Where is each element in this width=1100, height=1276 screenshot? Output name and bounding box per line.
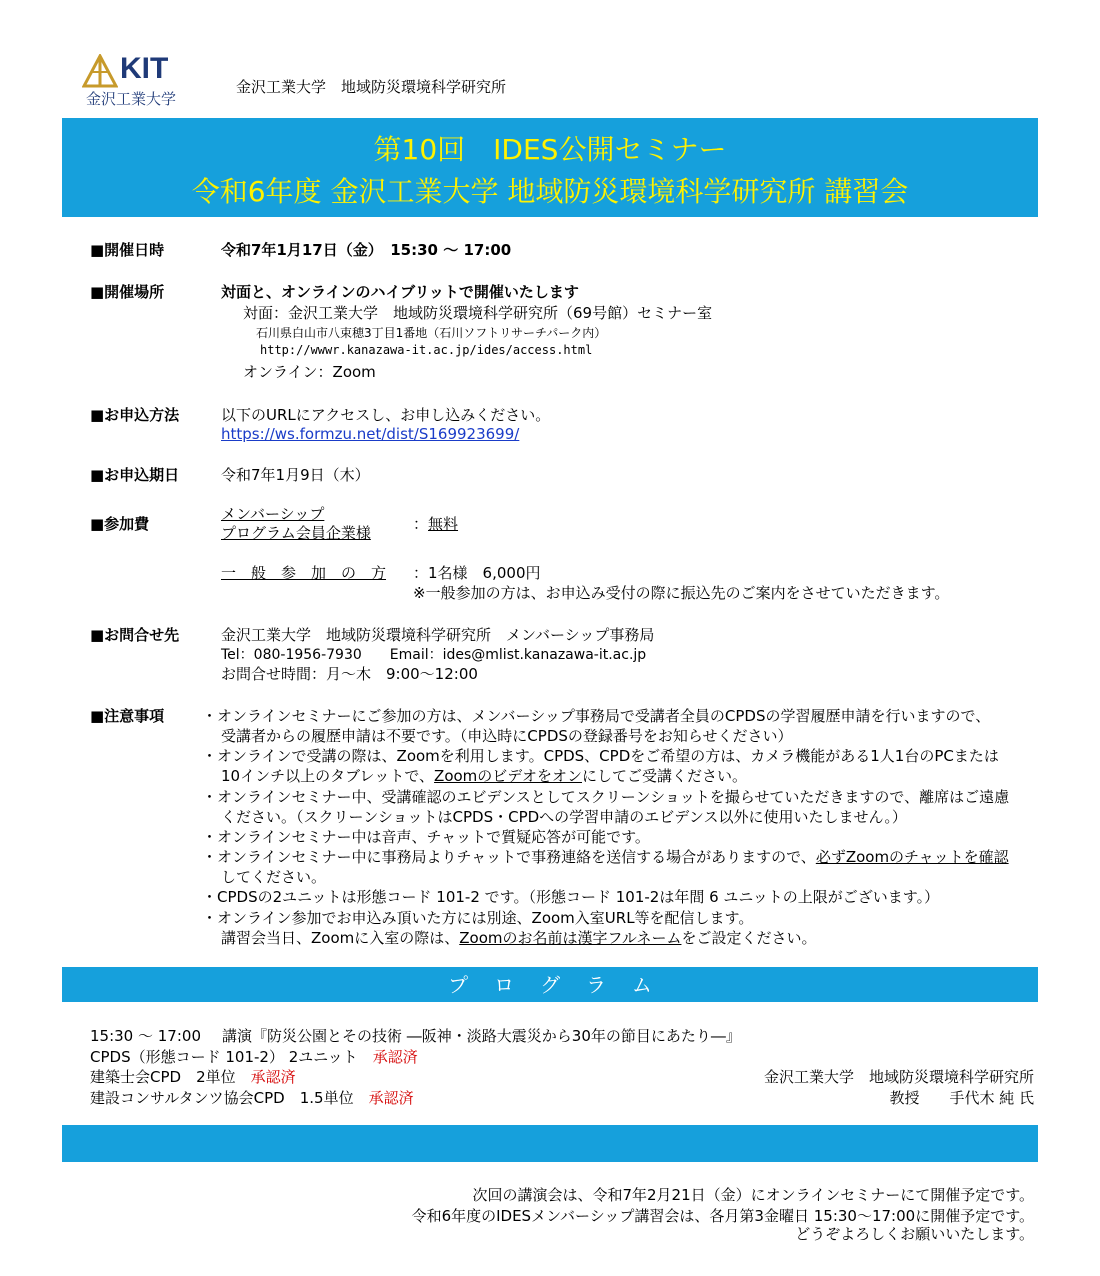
- footer-line1: 次回の講演会は、令和7年2月21日（金）にオンラインセミナーにて開催予定です。: [472, 1186, 1034, 1204]
- deadline-label: ■お申込期日: [90, 466, 180, 484]
- note-4: ・オンラインセミナー中は音声、チャットで質疑応答が可能です。: [202, 828, 650, 846]
- logo-subtext: 金沢工業大学: [86, 90, 177, 108]
- note-3b: ください。（スクリーンショットはCPDS・CPDへの学習申請のエビデンス以外に使用いたしません。）: [221, 808, 907, 826]
- program-lecture: 講演『防災公園とその技術 ―阪神・淡路大震災から30年の節目にあたり―』: [222, 1027, 741, 1045]
- footer-band: [62, 1125, 1038, 1162]
- speaker-name: 教授 手代木 純 氏: [889, 1089, 1034, 1107]
- fee-member-value: ：無料: [413, 515, 459, 533]
- deadline-value: 令和7年1月9日（木）: [221, 466, 370, 484]
- note-1a: ・オンラインセミナーにご参加の方は、メンバーシップ事務局で受講者全員のCPDSの学習履歴申請を行いますので、: [202, 707, 991, 725]
- note-5a: ・オンラインセミナー中に事務局よりチャットで事務連絡を送信する場合がありますので、必ずZoomのチャットを確認: [202, 848, 1009, 866]
- notes-label: ■注意事項: [90, 707, 165, 725]
- note-1b: 受講者からの履歴申請は不要です。（申込時にCPDSの登録番号をお知らせください）: [221, 727, 793, 745]
- apply-url-link[interactable]: https://ws.formzu.net/dist/S169923699/: [221, 425, 520, 443]
- footer-line2: 令和6年度のIDESメンバーシップ講習会は、各月第3金曜日 15:30～17:00に開催予定です。: [411, 1207, 1034, 1225]
- venue-access-url[interactable]: http://wwwr.kanazawa-it.ac.jp/ides/access.html: [260, 343, 593, 357]
- fee-general-label: 一 般 参 加 の 方: [221, 564, 387, 582]
- venue-label: ■開催場所: [90, 283, 165, 301]
- title-line2: 令和6年度 金沢工業大学 地域防災環境科学研究所 講習会: [191, 175, 909, 208]
- fee-label: ■参加費: [90, 515, 150, 533]
- apply-text: 以下のURLにアクセスし、お申し込みください。: [221, 406, 551, 424]
- fee-member-line2: プログラム会員企業様: [221, 524, 371, 542]
- note-2a: ・オンラインで受講の際は、Zoomを利用します。CPDS、CPDをご希望の方は、カメラ機能がある1人1台のPCまたは: [202, 747, 999, 765]
- kit-logo: [82, 50, 200, 112]
- note-2b: 10インチ以上のタブレットで、Zoomのビデオをオンにしてご受講ください。: [221, 767, 748, 785]
- venue-online: オンライン：Zoom: [243, 363, 376, 381]
- contact-label: ■お問合せ先: [90, 626, 180, 644]
- speaker-org: 金沢工業大学 地域防災環境科学研究所: [763, 1068, 1034, 1086]
- fee-general-value: ：1名様 6,000円: [413, 564, 541, 582]
- fee-member-line1: メンバーシップ: [221, 505, 325, 523]
- title-line1: 第10回 IDES公開セミナー: [373, 133, 727, 166]
- program-time: 15:30 ～ 17:00: [90, 1027, 201, 1045]
- program-heading: プログラム: [448, 973, 678, 997]
- logo-text: KIT: [120, 52, 169, 85]
- note-7a: ・オンライン参加でお申込み頂いた方には別途、Zoom入室URL等を配信します。: [202, 909, 754, 927]
- note-5b: してください。: [221, 868, 327, 886]
- apply-label: ■お申込方法: [90, 406, 180, 424]
- venue-address: 石川県白山市八束穂3丁目1番地（石川ソフトリサーチパーク内）: [256, 326, 607, 340]
- venue-line2: 対面：金沢工業大学 地域防災環境科学研究所（69号館）セミナー室: [243, 304, 713, 322]
- header-org: 金沢工業大学 地域防災環境科学研究所: [236, 78, 507, 96]
- program-consult: 建設コンサルタンツ協会CPD 1.5単位 承認済: [90, 1089, 414, 1107]
- program-cpds: CPDS（形態コード 101-2） 2ユニット 承認済: [90, 1048, 418, 1066]
- contact-line1: 金沢工業大学 地域防災環境科学研究所 メンバーシップ事務局: [221, 626, 655, 644]
- date-label: ■開催日時: [90, 241, 165, 259]
- note-7b: 講習会当日、Zoomに入室の際は、Zoomのお名前は漢字フルネームをご設定ください。: [221, 929, 817, 947]
- contact-line2: Tel：080-1956-7930 Email：ides@mlist.kanazawa-it.ac.jp: [221, 647, 647, 663]
- kit-emblem-icon: [82, 54, 118, 88]
- fee-note: ※一般参加の方は、お申込み受付の際に振込先のご案内をさせていただきます。: [413, 584, 950, 602]
- note-3a: ・オンラインセミナー中、受講確認のエビデンスとしてスクリーンショットを撮らせていただきますので、離席はご遠慮: [202, 788, 1010, 806]
- program-band: [62, 967, 1038, 1002]
- date-value: 令和7年1月17日（金） 15:30 ～ 17:00: [221, 241, 512, 259]
- venue-line1: 対面と、オンラインのハイブリットで開催いたします: [221, 283, 579, 301]
- note-6: ・CPDSの2ユニットは形態コード 101-2 です。（形態コード 101-2は年間 6 ユニットの上限がございます。）: [202, 888, 940, 906]
- footer-line3: どうぞよろしくお願いいたします。: [795, 1225, 1034, 1243]
- contact-line3: お問合せ時間：月～木 9:00～12:00: [221, 665, 478, 683]
- title-band: [62, 118, 1038, 217]
- program-arch: 建築士会CPD 2単位 承認済: [90, 1068, 296, 1086]
